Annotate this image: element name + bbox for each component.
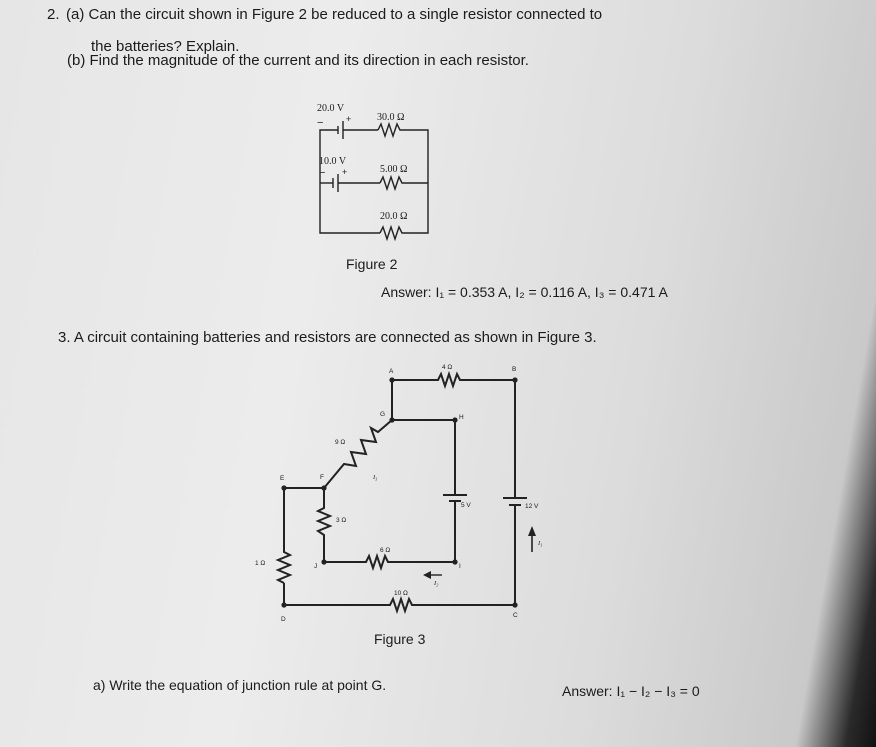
- fig3-point-d: D: [281, 616, 286, 623]
- fig3-resistor-6: 6 Ω: [380, 547, 391, 554]
- fig3-point-h: H: [459, 414, 464, 421]
- svg-text:−: −: [319, 167, 326, 179]
- fig3-resistor-3: 3 Ω: [336, 517, 347, 524]
- fig3-battery-12v: 12 V: [525, 503, 539, 510]
- svg-text:−: −: [317, 117, 324, 129]
- fig3-current-i2: I₂: [434, 580, 439, 587]
- fig3-point-b: B: [512, 366, 517, 373]
- q3-part-a-answer: Answer: I₁ − I₂ − I₃ = 0: [562, 683, 700, 699]
- fig3-resistor-9: 9 Ω: [335, 439, 346, 446]
- fig3-point-f: F: [320, 474, 324, 481]
- fig3-battery-5v: 5 V: [461, 502, 471, 509]
- q3-part-a-question: a) Write the equation of junction rule at point G.: [93, 677, 387, 693]
- fig3-resistor-4: 4 Ω: [442, 364, 453, 371]
- q2-number: 2.: [47, 6, 60, 23]
- fig3-current-i1: I₁: [538, 540, 543, 547]
- fig2-resistor-20: 20.0 Ω: [380, 211, 408, 222]
- fig3-point-c: C: [513, 612, 518, 619]
- svg-text:+: +: [346, 114, 352, 124]
- figure-2-caption: Figure 2: [346, 256, 398, 272]
- q2-part-a-line1: (a) Can the circuit shown in Figure 2 be reduced to a single resistor connected to: [66, 6, 603, 23]
- fig2-resistor-5: 5.00 Ω: [380, 164, 408, 175]
- fig2-voltage-20: 20.0 V: [317, 103, 345, 114]
- fig3-resistor-1: 1 Ω: [255, 560, 266, 567]
- q2-part-b-line: (b) Find the magnitude of the current and its direction in each resistor.: [67, 52, 529, 69]
- svg-text:+: +: [342, 167, 348, 177]
- fig3-point-a: A: [389, 368, 394, 375]
- fig2-voltage-10: 10.0 V: [319, 156, 347, 167]
- fig3-point-i: I: [459, 563, 461, 570]
- q2-part-a-line2: the batteries? Explain.: [91, 38, 240, 55]
- fig2-resistor-30: 30.0 Ω: [377, 112, 405, 123]
- fig3-resistor-10: 10 Ω: [394, 590, 408, 597]
- fig3-point-e: E: [280, 475, 285, 482]
- fig3-point-j: J: [314, 563, 318, 570]
- fig3-current-i3: I₃: [373, 474, 378, 481]
- figure-3-caption: Figure 3: [374, 631, 426, 647]
- fig3-point-g: G: [380, 411, 386, 418]
- q2-answer: Answer: I₁ = 0.353 A, I₂ = 0.116 A, I₃ = 0.471 A: [381, 284, 668, 300]
- q3-line: 3. A circuit containing batteries and resistors are connected as shown in Figure 3.: [58, 329, 597, 346]
